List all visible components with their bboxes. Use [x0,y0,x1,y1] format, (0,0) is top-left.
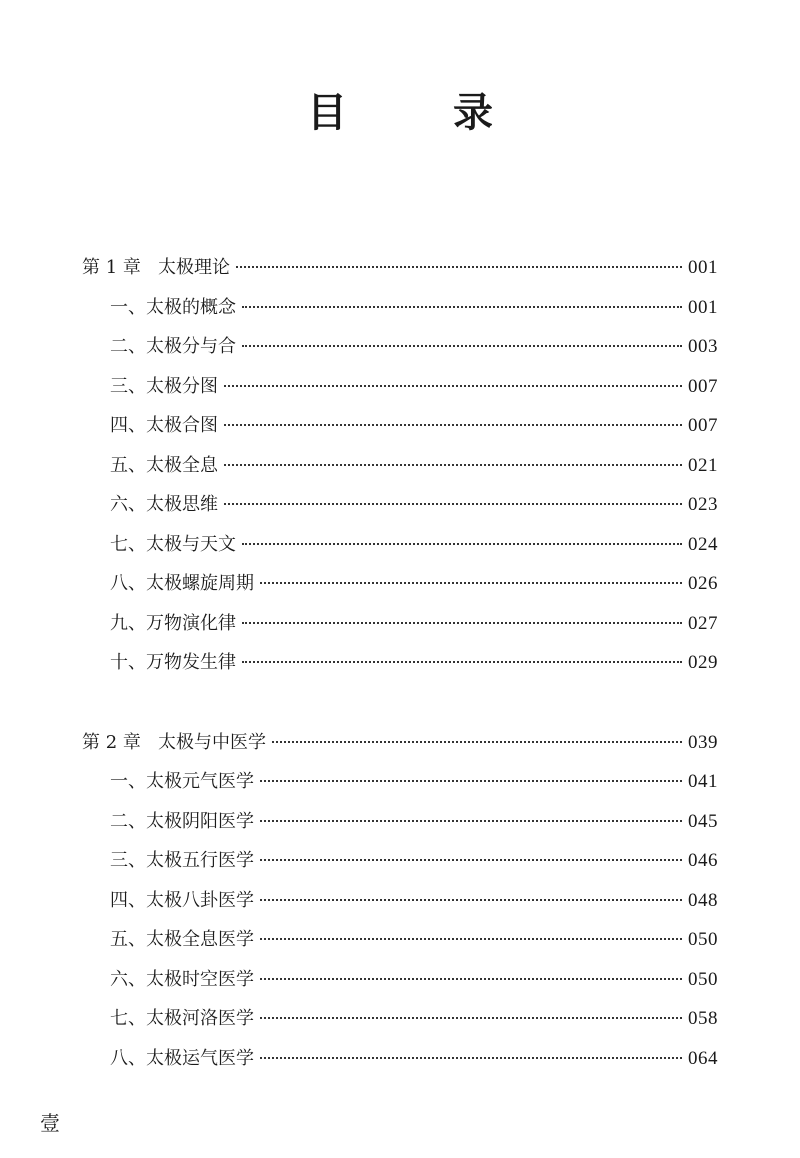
dot-leader [224,384,682,387]
toc-entry-chapter[interactable] [82,723,718,763]
toc-page-number: 001 [688,296,718,318]
toc-page-number: 050 [688,968,718,990]
dot-leader [242,542,682,545]
toc-entry[interactable] [82,406,718,446]
dot-leader [272,740,682,743]
toc-entry-label: 一、太极元气医学 [110,771,254,792]
toc-entry-label: 八、太极螺旋周期 [110,573,254,594]
toc-page-number: 041 [688,771,718,792]
toc-entry-label: 二、太极分与合 [110,336,236,357]
toc-page-number: 045 [688,810,718,832]
toc-entry-label: 四、太极八卦医学 [110,889,254,911]
dot-leader [242,344,682,347]
toc-entry-label: 十、万物发生律 [110,652,236,673]
table-of-contents [82,248,718,1118]
dot-leader [242,621,682,624]
dot-leader [260,858,682,861]
toc-entry-label: 九、万物演化律 [110,612,236,634]
chapter-1 [82,248,718,683]
dot-leader [260,898,682,901]
toc-entry-label: 三、太极分图 [110,375,218,397]
toc-page-number: 048 [688,889,718,911]
dot-leader [224,502,682,505]
toc-entry[interactable] [82,525,718,565]
toc-entry-label: 二、太极阴阳医学 [110,810,254,832]
toc-entry[interactable] [82,327,718,367]
toc-entry[interactable] [82,920,718,960]
toc-page-number: 023 [688,494,718,515]
toc-page-number: 001 [688,257,718,278]
toc-entry[interactable] [82,881,718,921]
toc-entry-label: 第 1 章 太极理论 [82,257,231,278]
toc-page-number: 003 [688,336,718,357]
toc-entry[interactable] [82,367,718,407]
dot-leader [260,819,682,822]
toc-entry[interactable] [82,1039,718,1079]
toc-page-number: 039 [688,731,718,753]
dot-leader [260,1056,682,1059]
toc-entry-label: 七、太极河洛医学 [110,1008,254,1029]
dot-leader [236,265,682,268]
page-title: 目 录 [307,88,539,136]
dot-leader [224,463,682,466]
toc-entry-label: 六、太极思维 [110,494,218,515]
toc-page-number: 029 [688,652,718,673]
dot-leader [260,937,682,940]
dot-leader [242,660,682,663]
toc-page-number: 027 [688,612,718,634]
toc-page-number: 050 [688,929,718,950]
dot-leader [260,1016,682,1019]
toc-page-number: 058 [688,1008,718,1029]
dot-leader [260,581,682,584]
toc-entry[interactable] [82,604,718,644]
dot-leader [260,977,682,980]
toc-entry[interactable] [82,564,718,604]
toc-entry-label: 第 2 章 太极与中医学 [82,731,267,753]
toc-entry-label: 八、太极运气医学 [110,1047,254,1069]
toc-page-number: 007 [688,375,718,397]
toc-page-number: 064 [688,1047,718,1069]
toc-entry[interactable] [82,999,718,1039]
toc-entry[interactable] [82,841,718,881]
toc-entry-label: 五、太极全息医学 [110,929,254,950]
chapter-2 [82,723,718,1079]
toc-entry[interactable] [82,960,718,1000]
dot-leader [242,305,682,308]
toc-page-number: 021 [688,454,718,476]
toc-entry[interactable] [82,288,718,328]
toc-entry-label: 四、太极合图 [110,415,218,436]
toc-page-number: 024 [688,533,718,555]
toc-page-number: 046 [688,850,718,871]
toc-entry[interactable] [82,802,718,842]
dot-leader [224,423,682,426]
toc-entry-label: 六、太极时空医学 [110,968,254,990]
toc-entry[interactable] [82,446,718,486]
toc-page-number: 007 [688,415,718,436]
page-folio: 壹 [40,1111,60,1135]
toc-entry-label: 七、太极与天文 [110,533,236,555]
toc-entry[interactable] [82,643,718,683]
toc-entry[interactable] [82,762,718,802]
toc-entry-label: 五、太极全息 [110,454,218,476]
toc-entry-label: 一、太极的概念 [110,296,236,318]
toc-entry-chapter[interactable] [82,248,718,288]
toc-page-number: 026 [688,573,718,594]
toc-entry[interactable] [82,485,718,525]
dot-leader [260,779,682,782]
toc-entry-label: 三、太极五行医学 [110,850,254,871]
